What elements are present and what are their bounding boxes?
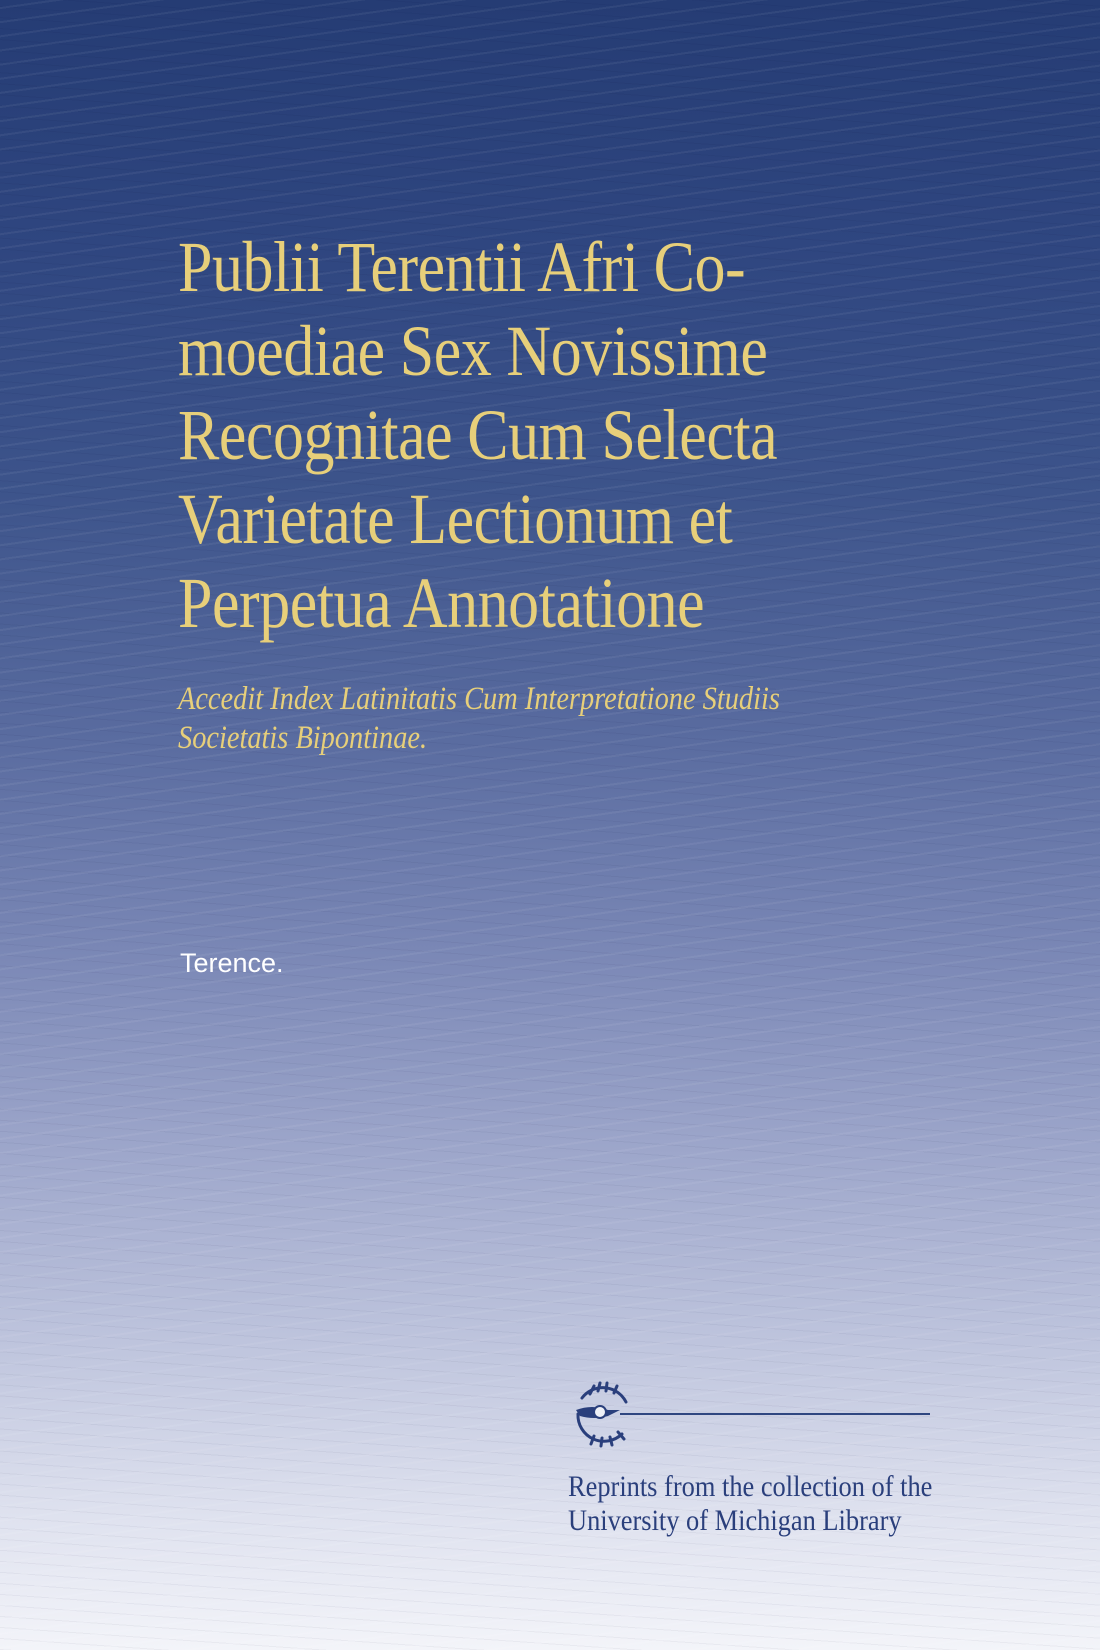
title-line: moediae Sex Novissime [178,311,768,391]
publisher-rule [620,1413,930,1415]
publisher-line: University of Michigan Library [568,1504,902,1537]
book-subtitle [178,680,892,758]
title-line: Publii Terentii Afri Co- [178,227,746,307]
book-title [178,225,780,645]
title-line: Perpetua Annotatione [178,563,705,643]
title-line: Recognitae Cum Selecta [178,395,778,475]
title-line: Varietate Lectionum et [178,479,733,559]
subtitle-line: Societatis Bipontinae. [178,720,428,756]
subtitle-line: Accedit Index Latinitatis Cum Interpretatione Studiis [178,681,780,717]
publisher-imprint [568,1470,932,1538]
book-author: Terence. [180,948,284,978]
publisher-line: Reprints from the collection of the [568,1470,933,1503]
